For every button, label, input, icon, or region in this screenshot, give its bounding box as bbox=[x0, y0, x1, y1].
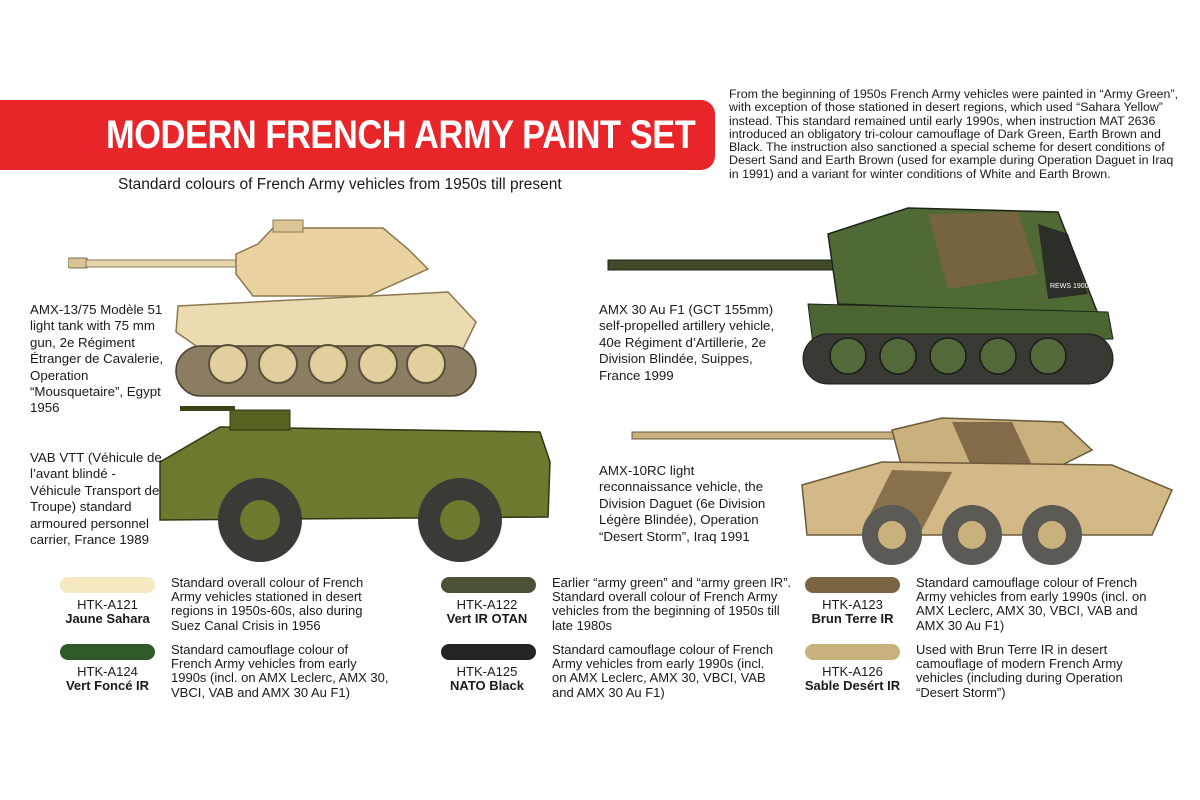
paint-code: HTK-A121 bbox=[77, 597, 138, 612]
amx30-auf1-illustration bbox=[598, 194, 1118, 394]
page-title: MODERN FRENCH ARMY PAINT SET bbox=[106, 113, 696, 157]
swatch-sable-desert-ir bbox=[805, 644, 900, 660]
amx30-gun bbox=[608, 260, 858, 270]
amx30-caption: AMX 30 Au F1 (GCT 155mm) self-propelled artillery vehicle, 40e Régiment d’Artillerie, 2e Division Blindée, Suippes, France 1999 bbox=[599, 302, 775, 383]
page-subtitle: Standard colours of French Army vehicles from 1950s till present bbox=[118, 176, 562, 193]
paint-label-a124 bbox=[50, 665, 165, 693]
paint-code: HTK-A126 bbox=[822, 664, 883, 679]
paint-label-a126 bbox=[795, 665, 910, 693]
amx13-tank-illustration bbox=[68, 214, 480, 414]
paint-name: Vert IR OTAN bbox=[446, 611, 528, 626]
paint-name: Sable Desért IR bbox=[804, 678, 901, 693]
swatch-vert-fonce-ir bbox=[60, 644, 155, 660]
paint-description-a126: Used with Brun Terre IR in desert camouflage of modern French Army vehicles (including during Operation “Desert Storm”) bbox=[916, 642, 1123, 700]
swatch-jaune-sahara bbox=[60, 577, 155, 593]
swatch-vert-ir-otan bbox=[441, 577, 536, 593]
vab-caption: VAB VTT (Véhicule de l’avant blindé - Véhicule Transport de Troupe) standard armoured personnel carrier, France 1989 bbox=[30, 450, 162, 548]
amx13-turret bbox=[236, 228, 428, 296]
vab-apc-illustration bbox=[150, 392, 558, 570]
amx10-gun bbox=[632, 432, 912, 439]
paint-code: HTK-A123 bbox=[822, 597, 883, 612]
swatch-brun-terre-ir bbox=[805, 577, 900, 593]
amx10rc-illustration bbox=[592, 410, 1188, 575]
paint-name: Vert Foncé IR bbox=[65, 678, 150, 693]
paint-code: HTK-A122 bbox=[456, 597, 518, 612]
intro-paragraph: From the beginning of 1950s French Army vehicles were painted in “Army Green”, with exception of those stationed in desert regions, which used “Sahara Yellow” instead. This standard remained until early 1990s, when instruction MAT 2636 introduced an obligatory tri-colour camouflage of Dark Green, Earth Brown and Black. The instruction also sanctioned a special scheme for desert conditions of Desert Sand and Earth Brown (used for example during Operation Daguet in Iraq in 1991) and a variant for winter conditions of White and Earth Brown. bbox=[729, 87, 1179, 181]
paint-label-a125 bbox=[432, 665, 542, 693]
paint-code: HTK-A125 bbox=[456, 664, 518, 679]
paint-description-a121: Standard overall colour of French Army vehicles stationed in desert regions in 1950s-60s, also during Suez Canal Crisis in 1956 bbox=[171, 575, 364, 633]
amx10-caption: AMX-10RC light reconnaissance vehicle, the Division Daguet (6e Division Légère Blindée), Operation “Desert Storm”, Iraq 1991 bbox=[599, 463, 766, 544]
paint-name: NATO Black bbox=[450, 678, 524, 693]
paint-label-a122 bbox=[432, 598, 542, 626]
paint-description-a122: Earlier “army green” and “army green IR”. Standard overall colour of French Army vehicles from the beginning of 1950s till late 1980s bbox=[552, 575, 792, 633]
paint-label-a123 bbox=[795, 598, 910, 626]
amx13-gun bbox=[68, 258, 256, 268]
paint-name: Jaune Sahara bbox=[65, 611, 150, 626]
amx10-wheels bbox=[862, 505, 1082, 565]
paint-description-a125: Standard camouflage colour of French Army vehicles from early 1990s (incl. on AMX Leclerc, AMX 30, VBCI, VAB and AMX 30 Au F1) bbox=[552, 642, 774, 700]
amx13-caption: AMX-13/75 Modèle 51 light tank with 75 mm gun, 2e Régiment Étranger de Cavalerie, Operation “Mousquetaire”, Egypt 1956 bbox=[30, 302, 164, 416]
paint-description-a124: Standard camouflage colour of French Army vehicles from early 1990s (incl. on AMX Leclerc, AMX 30, VBCI, VAB and AMX 30 Au F1) bbox=[171, 642, 389, 700]
swatch-nato-black bbox=[441, 644, 536, 660]
vab-turret bbox=[230, 410, 290, 430]
paint-description-a123: Standard camouflage colour of French Army vehicles from early 1990s (incl. on AMX Leclerc, AMX 30, VBCI, VAB and AMX 30 Au F1) bbox=[916, 575, 1147, 633]
paint-code: HTK-A124 bbox=[77, 664, 138, 679]
paint-label-a121 bbox=[55, 598, 160, 626]
paint-name: Brun Terre IR bbox=[811, 611, 894, 626]
amx30-marking: REWS 1900 bbox=[1050, 283, 1089, 290]
